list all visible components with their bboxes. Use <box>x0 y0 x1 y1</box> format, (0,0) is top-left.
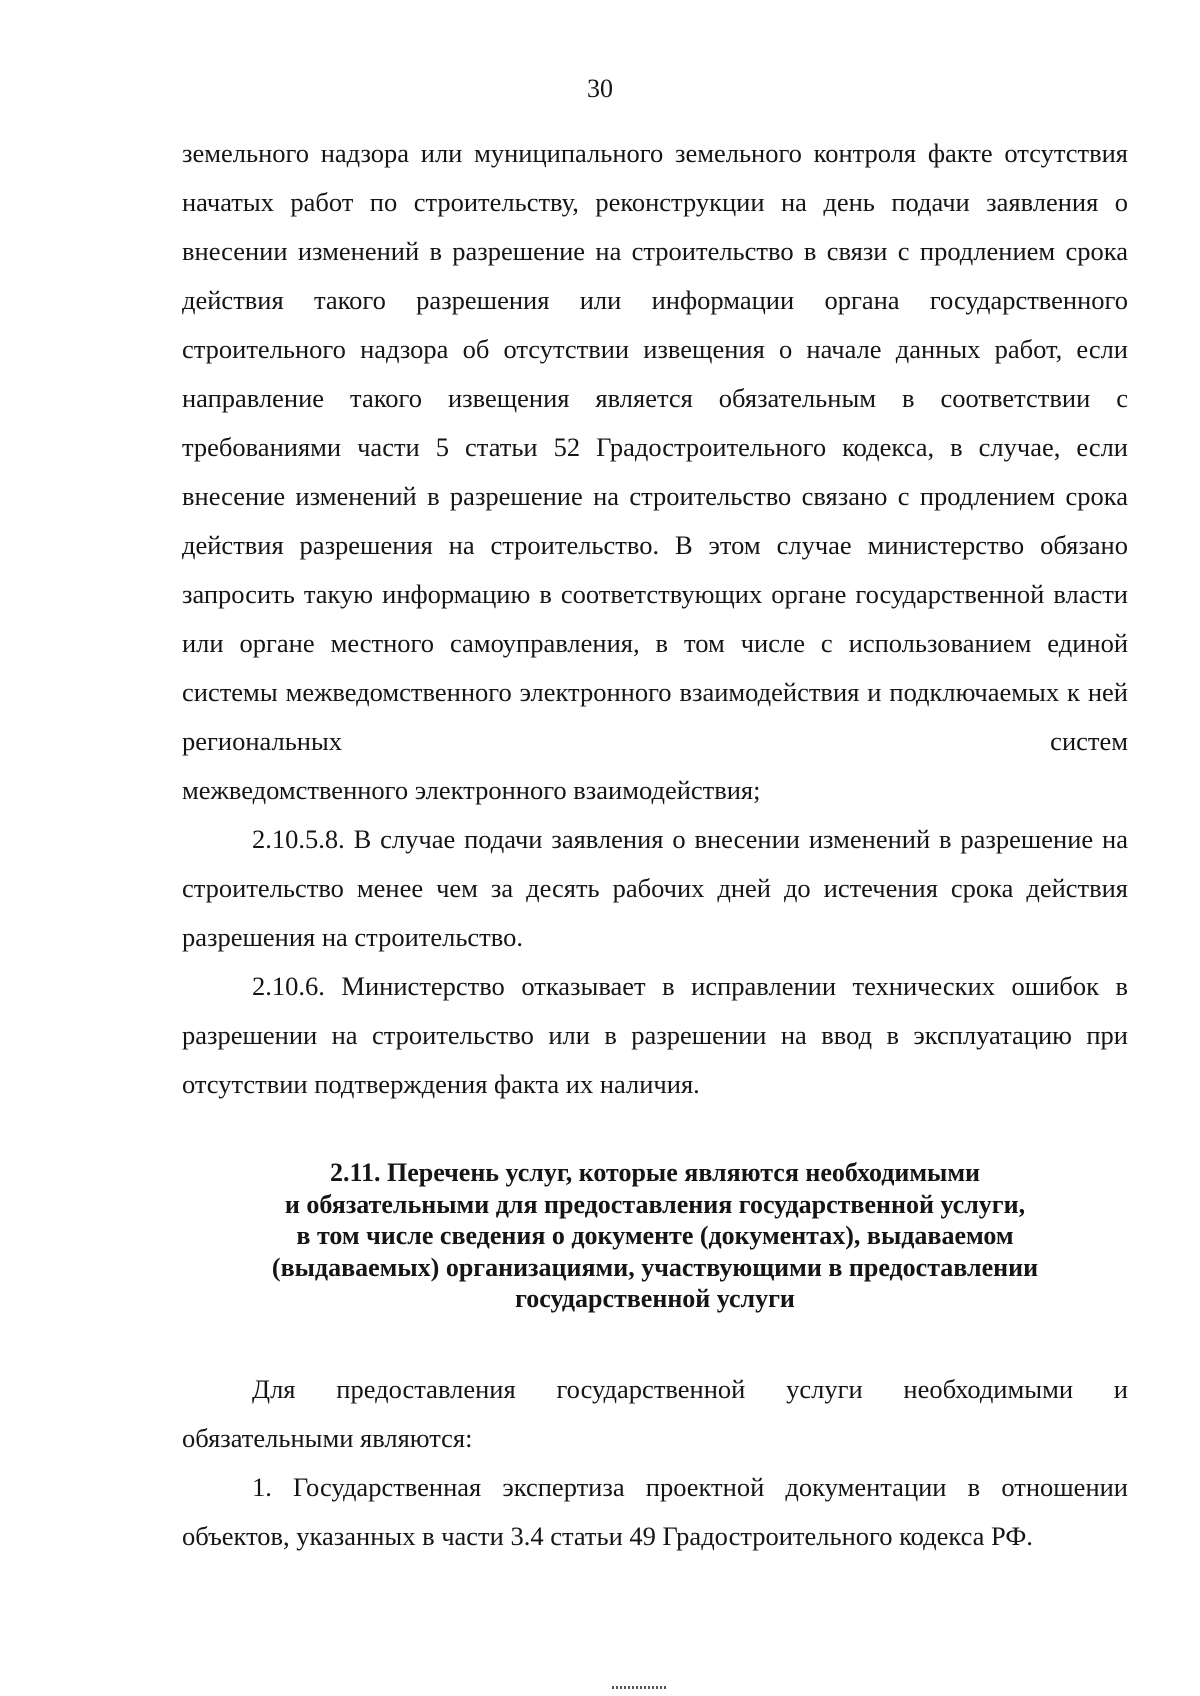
paragraph-continuation <box>182 129 1128 815</box>
paragraph-intro: Для предоставления государственной услуги необходимыми и обязательными являются: <box>182 1374 1128 1453</box>
paragraph-continuation-body: земельного надзора или муниципального земельного контроля факте отсутствия начатых работ по строительству, реконструкции на день подачи заявления о внесении изменений в разрешение на строительство в связи с продлением срока действия такого разрешения или информации органа государственного строительного надзора об отсутствии извещения о начале данных работ, если направление такого извещения является обязательным в соответствии с требованиями части 5 статьи 52 Градостроительного кодекса, в случае, если внесение изменений в разрешение на строительство связано с продлением срока действия разрешения на строительство. В этом случае министерство обязано запросить такую информацию в соответствующих органе государственной власти или органе местного самоуправления, в том числе с использованием единой системы межведомственного электронного взаимодействия и подключаемых к ней региональных систем <box>182 138 1128 756</box>
paragraph-continuation-end: межведомственного электронного взаимодействия; <box>182 775 761 805</box>
section-heading-line: 2.11. Перечень услуг, которые являются необходимыми <box>329 1158 981 1187</box>
scan-artifact-mark <box>612 1686 668 1689</box>
section-heading-line: в том числе сведения о документе (документах), выдаваемом <box>296 1221 1014 1250</box>
section-heading-2-11 <box>182 1157 1128 1315</box>
paragraph-list-item-1: 1. Государственная экспертиза проектной документации в отношении объектов, указанных в части 3.4 статьи 49 Градостроительного кодекса РФ. <box>182 1472 1128 1551</box>
section-heading-line: государственной услуги <box>515 1284 795 1313</box>
paragraph-2-10-5-8: 2.10.5.8. В случае подачи заявления о внесении изменений в разрешение на строительство менее чем за десять рабочих дней до истечения срока действия разрешения на строительство. <box>182 824 1128 952</box>
paragraph-2-10-6: 2.10.6. Министерство отказывает в исправлении технических ошибок в разрешении на строительство или в разрешении на ввод в эксплуатацию при отсутствии подтверждения факта их наличия. <box>182 971 1128 1099</box>
section-heading-line: и обязательными для предоставления государственной услуги, <box>284 1189 1026 1219</box>
section-heading-line: (выдаваемых) организациями, участвующими в предоставлении <box>271 1252 1039 1282</box>
page-number: 30 <box>587 74 613 103</box>
